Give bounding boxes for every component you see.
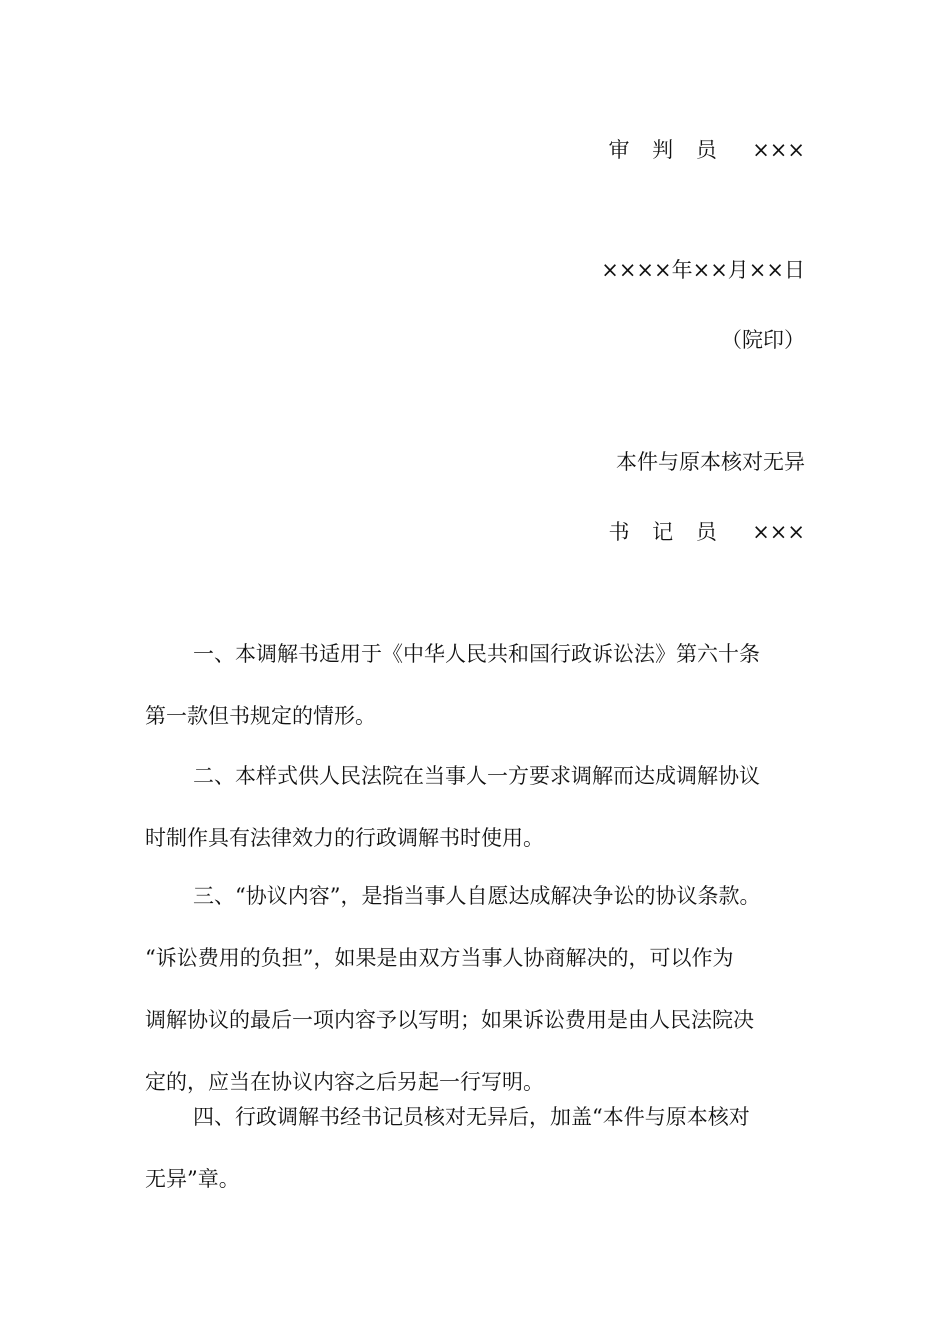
note-paragraph-1 bbox=[145, 638, 807, 762]
note-line: 无异”章。 bbox=[145, 1167, 240, 1191]
note-line: 三、“协议内容”，是指当事人自愿达成解决争讼的协议条款。 bbox=[193, 884, 761, 908]
note-line: 时制作具有法律效力的行政调解书时使用。 bbox=[145, 826, 544, 850]
document-date: ××××年××月××日 bbox=[601, 258, 805, 282]
note-line: 二、本样式供人民法院在当事人一方要求调解而达成调解协议 bbox=[193, 764, 760, 788]
judge-name-placeholder: ××× bbox=[752, 138, 805, 162]
note-line: 第一款但书规定的情形。 bbox=[145, 704, 376, 728]
note-line: 定的，应当在协议内容之后另起一行写明。 bbox=[145, 1070, 544, 1094]
note-line: 一、本调解书适用于《中华人民共和国行政诉讼法》第六十条 bbox=[193, 642, 760, 666]
note-paragraph-3 bbox=[145, 880, 807, 1128]
note-paragraph-4 bbox=[145, 1101, 807, 1225]
judge-signature-line bbox=[608, 134, 805, 166]
note-line: “诉讼费用的负担”，如果是由双方当事人协商解决的，可以作为 bbox=[145, 946, 734, 970]
note-line: 四、行政调解书经书记员核对无异后，加盖“本件与原本核对 bbox=[193, 1105, 750, 1129]
clerk-name-placeholder: ××× bbox=[752, 520, 805, 544]
note-line: 调解协议的最后一项内容予以写明；如果诉讼费用是由人民法院决 bbox=[145, 1008, 754, 1032]
clerk-role-label: 书 记 员 bbox=[608, 520, 725, 544]
court-seal-placeholder: （院印） bbox=[721, 328, 805, 352]
clerk-signature-line bbox=[608, 516, 805, 548]
note-paragraph-2 bbox=[145, 760, 807, 884]
verification-statement: 本件与原本核对无异 bbox=[616, 450, 805, 474]
judge-role-label: 审 判 员 bbox=[608, 138, 725, 162]
